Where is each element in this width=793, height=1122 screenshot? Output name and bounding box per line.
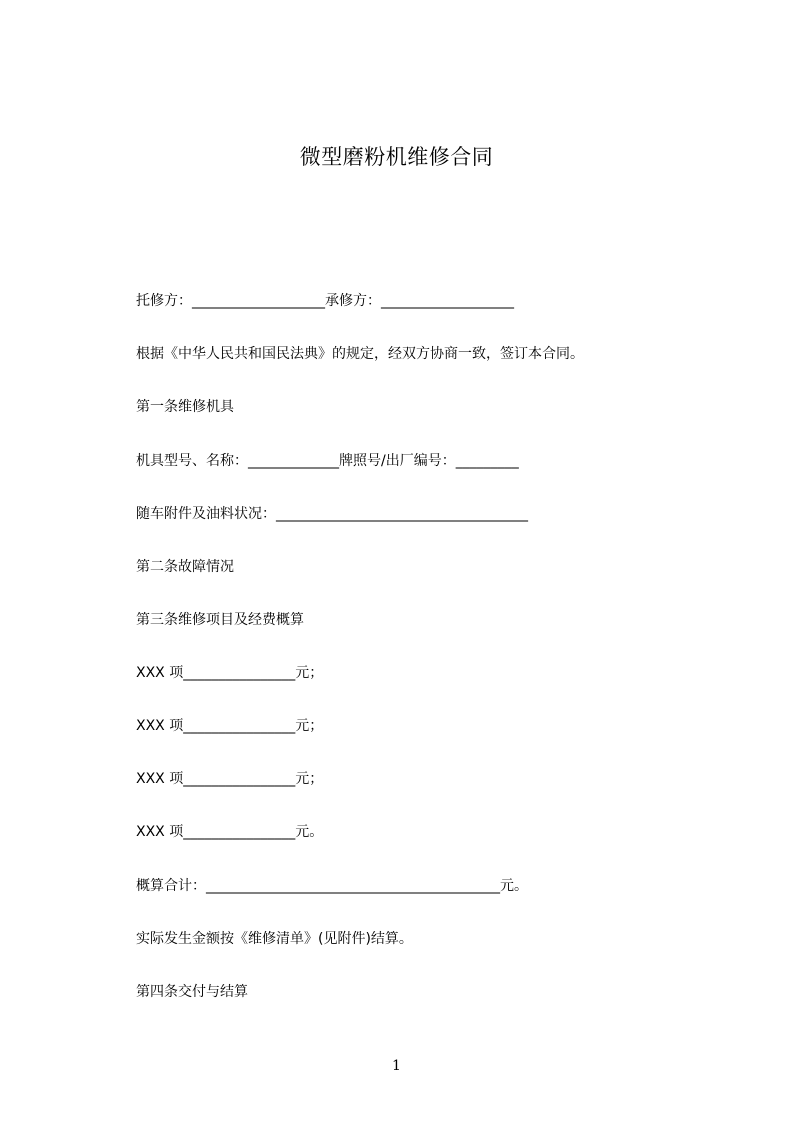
article-4-heading: 第四条交付与结算 xyxy=(136,984,248,1000)
cost-item-line: XXX 项________________元； xyxy=(136,771,324,787)
page-number: 1 xyxy=(392,1058,401,1074)
article-2-heading: 第二条故障情况 xyxy=(136,559,234,575)
article-1-heading: 第一条维修机具 xyxy=(136,399,234,415)
accessories-line: 随车附件及油料状况：____________________________________ xyxy=(136,506,528,522)
document-title: 微型磨粉机维修合同 xyxy=(299,145,494,169)
settlement-note: 实际发生金额按《维修清单》(见附件)结算。 xyxy=(136,931,413,947)
estimate-total-line: 概算合计：__________________________________________元。 xyxy=(136,878,528,894)
parties-line: 托修方：___________________承修方：___________________ xyxy=(136,293,514,309)
cost-item-line: XXX 项________________元； xyxy=(136,665,324,681)
article-3-heading: 第三条维修项目及经费概算 xyxy=(136,612,304,628)
machine-model-line: 机具型号、名称：_____________牌照号/出厂编号：_________ xyxy=(136,453,519,469)
cost-item-line: XXX 项________________元。 xyxy=(136,824,324,840)
cost-item-line: XXX 项________________元； xyxy=(136,718,324,734)
preamble-paragraph: 根据《中华人民共和国民法典》的规定，经双方协商一致，签订本合同。 xyxy=(136,346,584,362)
